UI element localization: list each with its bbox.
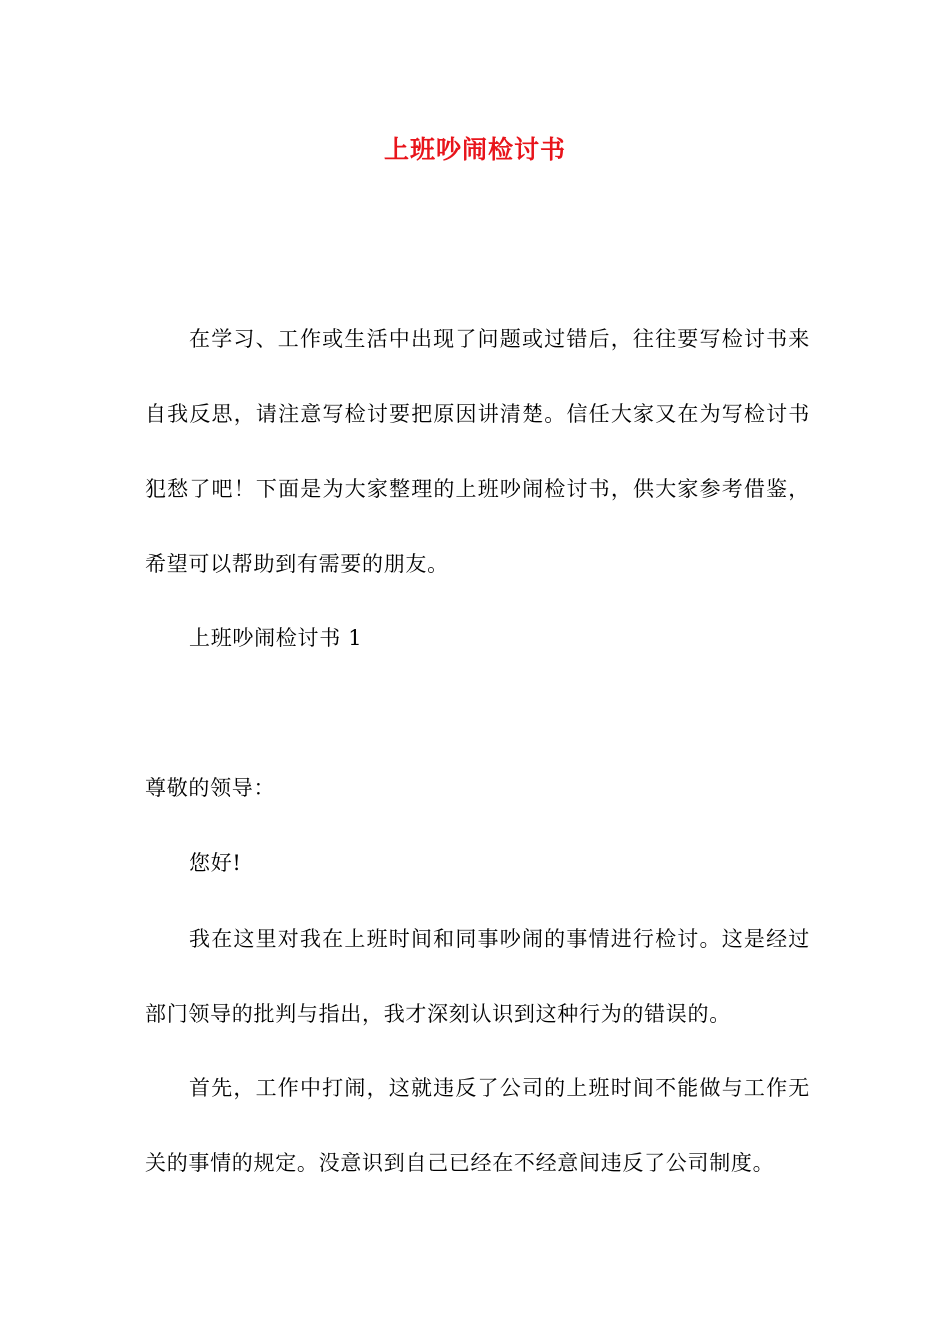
document-title: 上班吵闹检讨书 [383,135,566,164]
body-paragraph-1: 我在这里对我在上班时间和同事吵闹的事情进行检讨。这是经过部门领导的批判与指出，我才深刻认识到这种行为的错误的。 [145,927,810,1026]
salutation: 尊敬的领导： [145,776,276,800]
greeting: 您好! [189,851,242,875]
body-paragraph-2: 首先，工作中打闹，这就违反了公司的上班时间不能做与工作无关的事情的规定。没意识到自己已经在不经意间违反了公司制度。 [145,1076,810,1175]
section-heading: 上班吵闹检讨书 1 [189,626,363,650]
intro-paragraph: 在学习、工作或生活中出现了问题或过错后，往往要写检讨书来自我反思，请注意写检讨要把原因讲清楚。信任大家又在为写检讨书犯愁了吧！下面是为大家整理的上班吵闹检讨书，供大家参考借鉴，希望可以帮助到有需要的朋友。 [145,327,810,576]
